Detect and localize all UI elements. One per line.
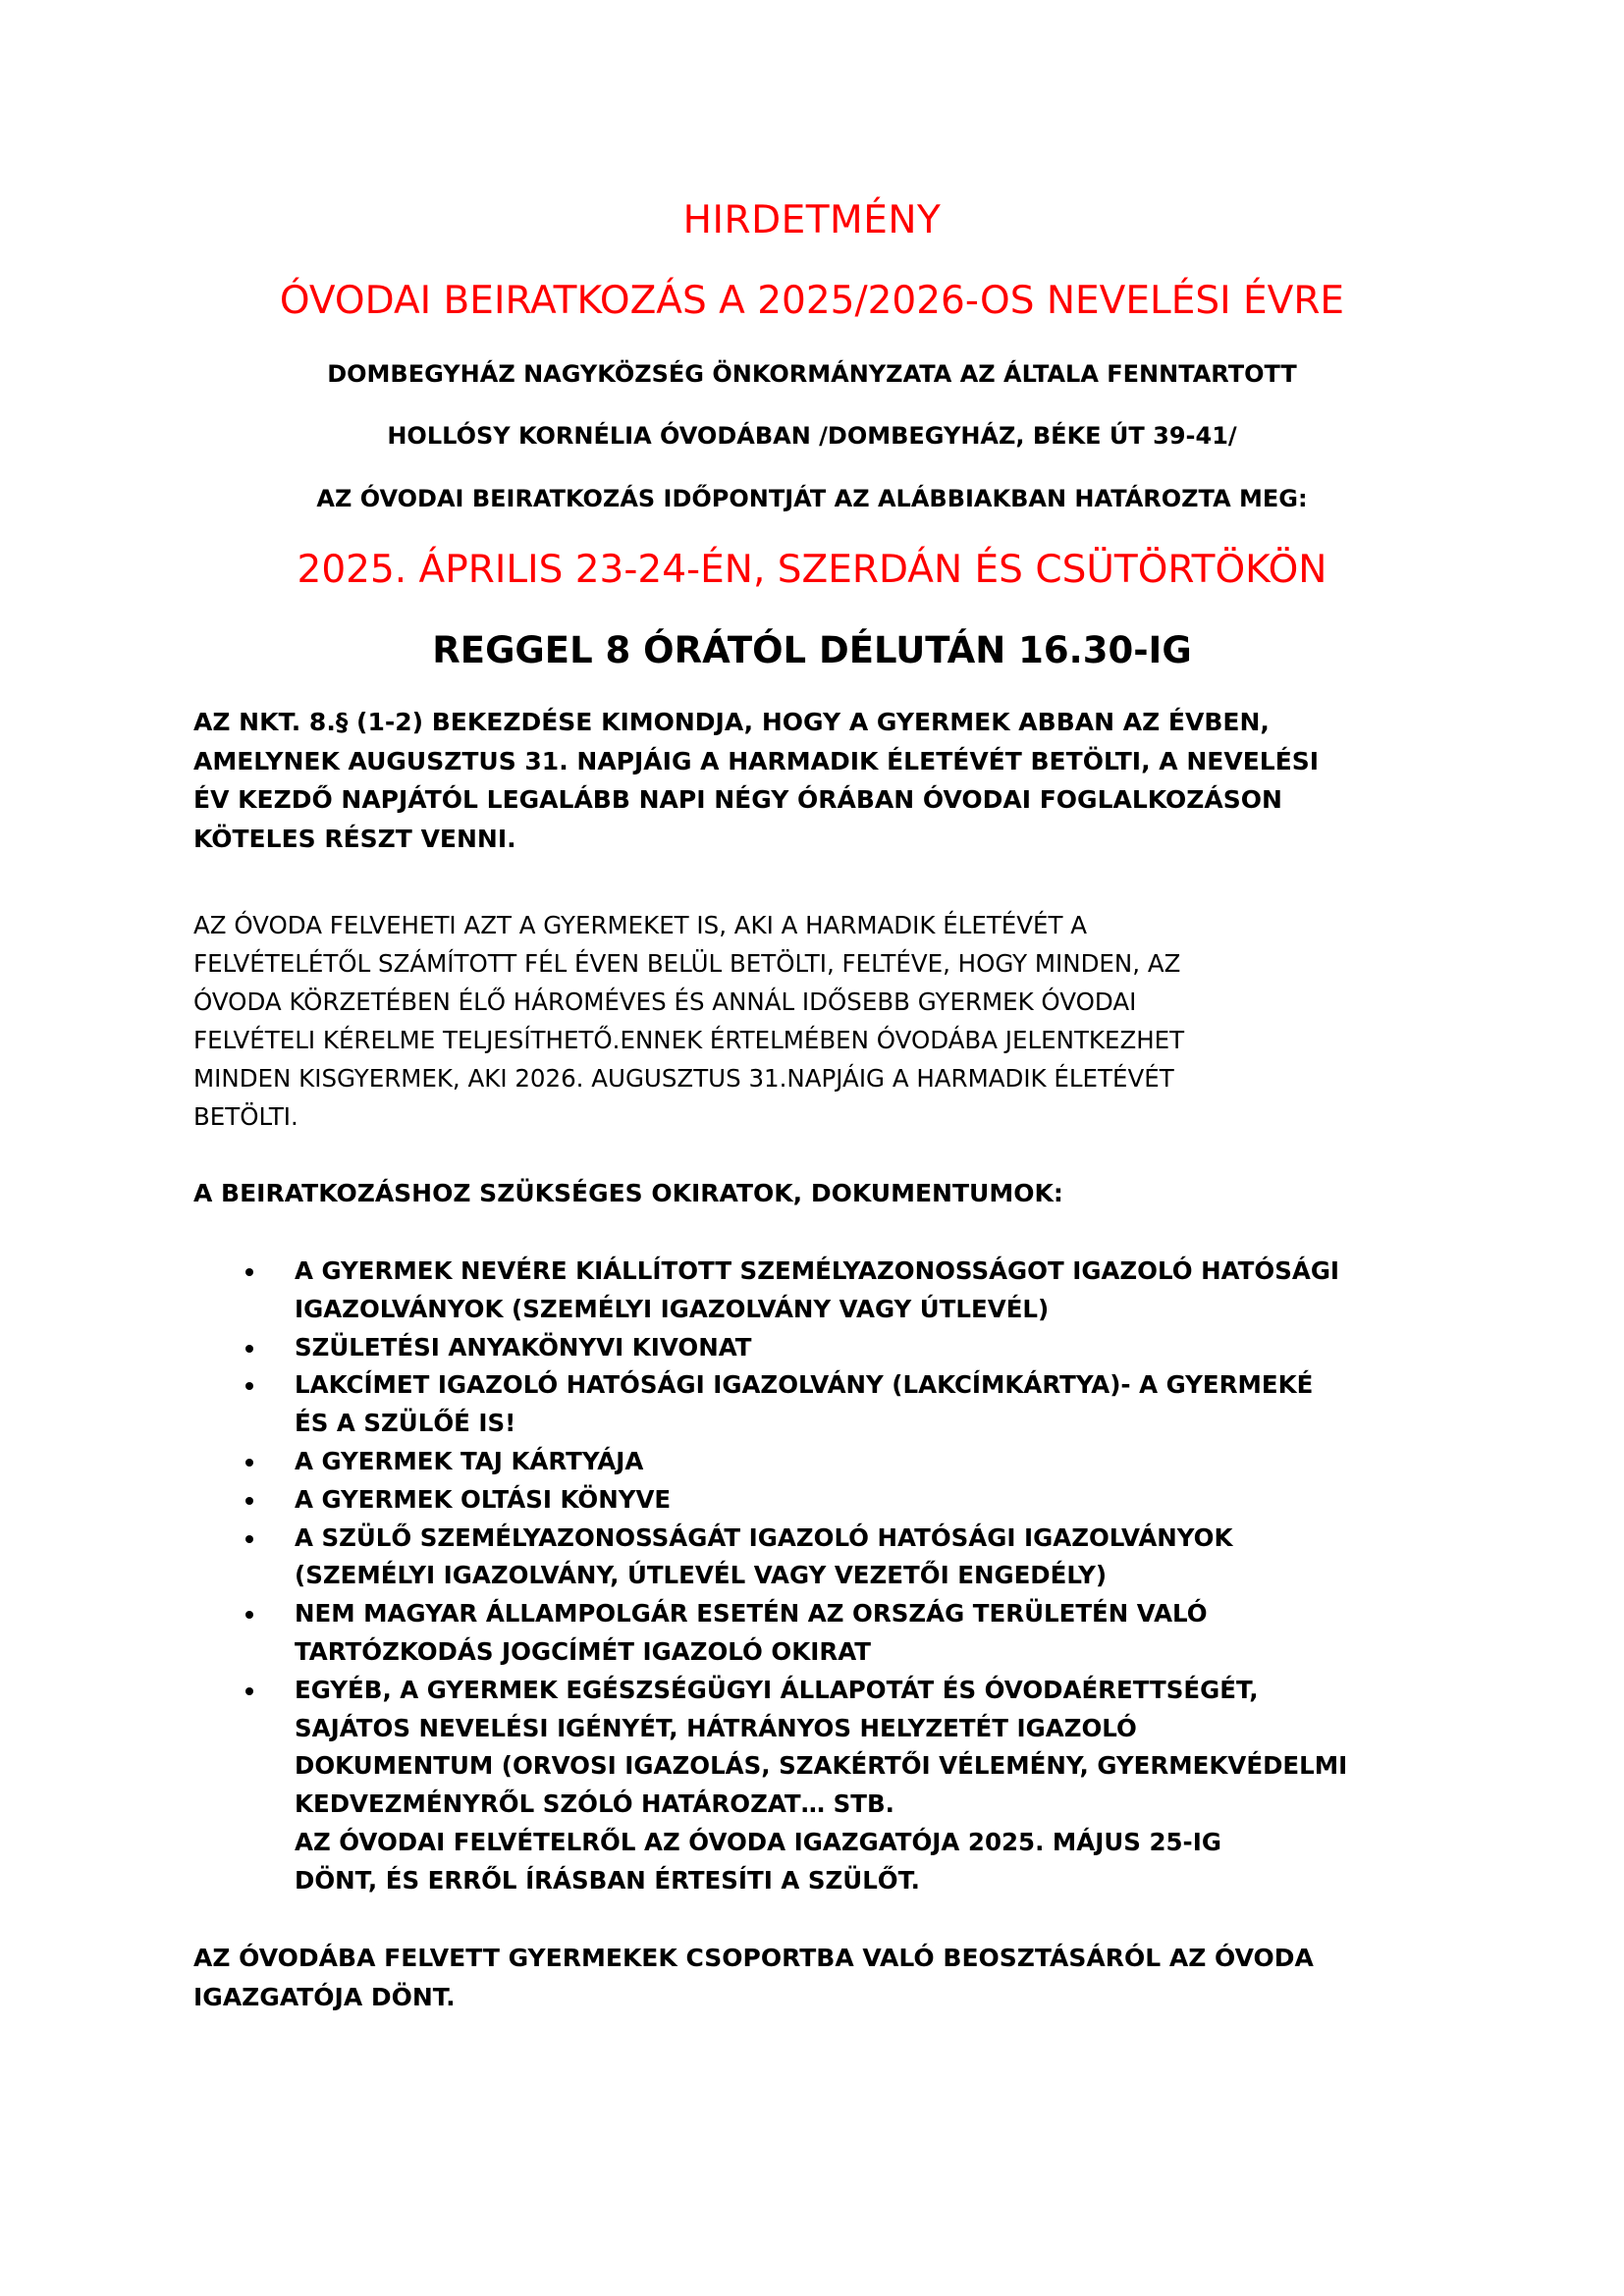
list-item-line: A GYERMEK NEVÉRE KIÁLLÍTOTT SZEMÉLYAZONOSSÁGOT IGAZOLÓ HATÓSÁGI: [295, 1256, 1340, 1285]
header-line-2: HOLLÓSY KORNÉLIA ÓVODÁBAN /DOMBEGYHÁZ, BÉKE ÚT 39-41/: [387, 422, 1237, 450]
enrollment-date: 2025. ÁPRILIS 23-24-ÉN, SZERDÁN ÉS CSÜTÖRTÖKÖN: [297, 548, 1327, 592]
list-item-line: A GYERMEK OLTÁSI KÖNYVE: [295, 1484, 672, 1514]
list-item-line: A GYERMEK TAJ KÁRTYÁJA: [295, 1446, 644, 1475]
enrollment-time: REGGEL 8 ÓRÁTÓL DÉLUTÁN 16.30-IG: [432, 629, 1192, 671]
paragraph-line: BETÖLTI.: [193, 1102, 298, 1131]
list-item-line: DOKUMENTUM (ORVOSI IGAZOLÁS, SZAKÉRTŐI VÉLEMÉNY, GYERMEKVÉDELMI: [295, 1751, 1348, 1781]
paragraph-line: AMELYNEK AUGUSZTUS 31. NAPJÁIG A HARMADIK ÉLETÉVÉT BETÖLTI, A NEVELÉSI: [193, 746, 1320, 775]
list-item-line: AZ ÓVODAI FELVÉTELRŐL AZ ÓVODA IGAZGATÓJA 2025. MÁJUS 25-IG: [295, 1827, 1221, 1856]
header-line-1: DOMBEGYHÁZ NAGYKÖZSÉG ÖNKORMÁNYZATA AZ ÁLTALA FENNTARTOTT: [327, 360, 1297, 388]
list-item: [236, 1253, 1473, 1329]
documents-heading: A BEIRATKOZÁSHOZ SZÜKSÉGES OKIRATOK, DOKUMENTUMOK:: [193, 1179, 1063, 1207]
list-item-line: KEDVEZMÉNYRŐL SZÓLÓ HATÁROZAT… STB.: [295, 1789, 894, 1819]
paragraph-line: AZ ÓVODÁBA FELVETT GYERMEKEK CSOPORTBA VALÓ BEOSZTÁSÁRÓL AZ ÓVODA: [193, 1944, 1314, 1972]
header-line-3: AZ ÓVODAI BEIRATKOZÁS IDŐPONTJÁT AZ ALÁBBIAKBAN HATÁROZTA MEG:: [316, 485, 1308, 512]
list-item-line: IGAZOLVÁNYOK (SZEMÉLYI IGAZOLVÁNY VAGY ÚTLEVÉL): [295, 1294, 1050, 1323]
list-item-line: LAKCÍMET IGAZOLÓ HATÓSÁGI IGAZOLVÁNY (LAKCÍMKÁRTYA)- A GYERMEKÉ: [295, 1370, 1314, 1400]
list-item-line: DÖNT, ÉS ERRŐL ÍRÁSBAN ÉRTESÍTI A SZÜLŐT.: [295, 1865, 920, 1895]
list-item-line: SAJÁTOS NEVELÉSI IGÉNYÉT, HÁTRÁNYOS HELYZETÉT IGAZOLÓ: [295, 1713, 1137, 1742]
list-item-line: A SZÜLŐ SZEMÉLYAZONOSSÁGÁT IGAZOLÓ HATÓSÁGI IGAZOLVÁNYOK: [295, 1522, 1233, 1552]
paragraph-line: FELVÉTELI KÉRELME TELJESÍTHETŐ.ENNEK ÉRTELMÉBEN ÓVODÁBA JELENTKEZHET: [193, 1026, 1185, 1054]
bullet-icon: [245, 1459, 253, 1467]
page-subtitle: ÓVODAI BEIRATKOZÁS A 2025/2026-OS NEVELÉSI ÉVRE: [279, 279, 1345, 323]
bullet-icon: [245, 1345, 253, 1353]
list-item: [236, 1443, 1473, 1481]
bullet-icon: [245, 1687, 253, 1695]
list-item-line: ÉS A SZÜLŐÉ IS!: [295, 1409, 516, 1438]
bullet-icon: [245, 1611, 253, 1619]
paragraph-line: KÖTELES RÉSZT VENNI.: [193, 824, 516, 853]
paragraph-line: AZ ÓVODA FELVEHETI AZT A GYERMEKET IS, AKI A HARMADIK ÉLETÉVÉT A: [193, 911, 1088, 939]
paragraph-line: IGAZGATÓJA DÖNT.: [193, 1982, 456, 2011]
list-item: [236, 1595, 1473, 1672]
list-item-line: EGYÉB, A GYERMEK EGÉSZSÉGÜGYI ÁLLAPOTÁT ÉS ÓVODAÉRETTSÉGÉT,: [295, 1675, 1259, 1704]
grouping-paragraph: [193, 1939, 1470, 2016]
bullet-icon: [245, 1535, 253, 1543]
paragraph-line: ÓVODA KÖRZETÉBEN ÉLŐ HÁROMÉVES ÉS ANNÁL IDŐSEBB GYERMEK ÓVODAI: [193, 988, 1137, 1016]
paragraph-line: ÉV KEZDŐ NAPJÁTÓL LEGALÁBB NAPI NÉGY ÓRÁBAN ÓVODAI FOGLALKOZÁSON: [193, 785, 1282, 814]
bullet-icon: [245, 1268, 253, 1276]
bullet-icon: [245, 1382, 253, 1390]
list-item: [236, 1520, 1473, 1596]
list-item: [236, 1672, 1473, 1900]
page-title: HIRDETMÉNY: [682, 198, 942, 242]
list-item-line: NEM MAGYAR ÁLLAMPOLGÁR ESETÉN AZ ORSZÁG TERÜLETÉN VALÓ: [295, 1599, 1208, 1629]
list-item: [236, 1329, 1473, 1367]
paragraph-line: FELVÉTELÉTŐL SZÁMÍTOTT FÉL ÉVEN BELÜL BETÖLTI, FELTÉVE, HOGY MINDEN, AZ: [193, 949, 1181, 978]
legal-paragraph: [193, 703, 1470, 858]
paragraph-line: AZ NKT. 8.§ (1-2) BEKEZDÉSE KIMONDJA, HOGY A GYERMEK ABBAN AZ ÉVBEN,: [193, 708, 1270, 736]
list-item: [236, 1481, 1473, 1520]
list-item-line: TARTÓZKODÁS JOGCÍMÉT IGAZOLÓ OKIRAT: [295, 1636, 871, 1666]
list-item-line: (SZEMÉLYI IGAZOLVÁNY, ÚTLEVÉL VAGY VEZETŐI ENGEDÉLY): [295, 1561, 1108, 1590]
list-item-line: SZÜLETÉSI ANYAKÖNYVI KIVONAT: [295, 1332, 752, 1362]
documents-list: [236, 1253, 1473, 1900]
paragraph-line: MINDEN KISGYERMEK, AKI 2026. AUGUSZTUS 31.NAPJÁIG A HARMADIK ÉLETÉVÉT: [193, 1064, 1174, 1093]
bullet-icon: [245, 1497, 253, 1505]
admission-paragraph: [193, 906, 1470, 1136]
list-item: [236, 1366, 1473, 1443]
